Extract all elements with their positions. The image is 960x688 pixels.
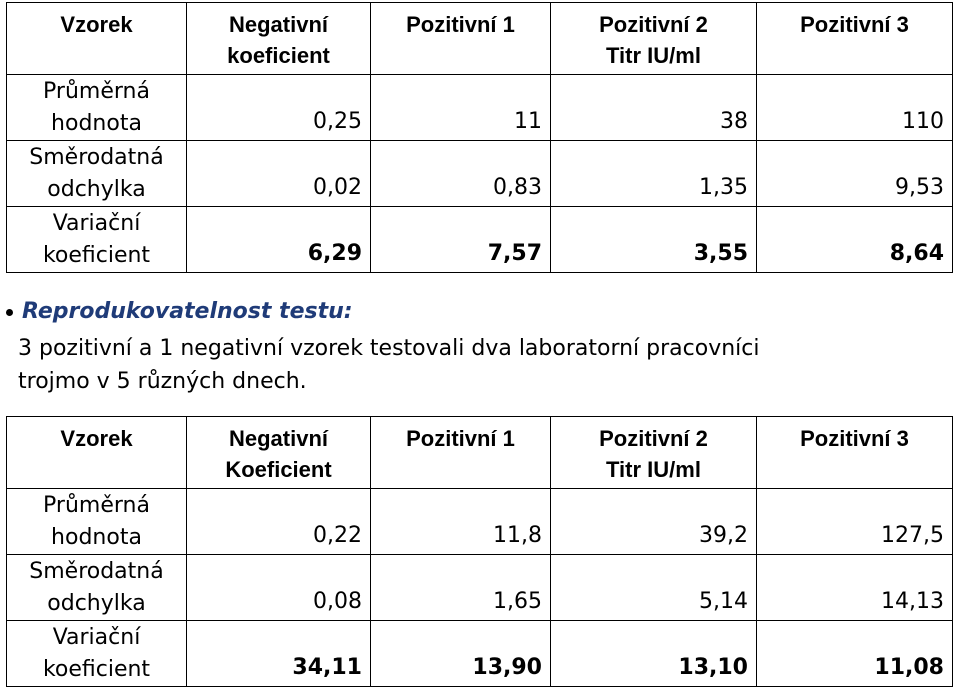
row-label-line: Průměrná bbox=[43, 79, 150, 104]
table-cell: 14,13 bbox=[757, 555, 953, 621]
header-text: Pozitivní 1 bbox=[406, 12, 515, 37]
table-row bbox=[7, 141, 953, 207]
table-cell: 7,57 bbox=[371, 207, 551, 273]
header-text: Pozitivní 3 bbox=[800, 12, 909, 37]
table-cell: 110 bbox=[757, 75, 953, 141]
header-text: Pozitivní 2 bbox=[599, 426, 708, 451]
precision-table bbox=[6, 2, 953, 273]
row-label bbox=[7, 75, 187, 141]
table-cell: 34,11 bbox=[187, 621, 371, 687]
section-paragraph bbox=[18, 332, 953, 398]
row-label-line: koeficient bbox=[42, 657, 151, 682]
column-header-sample bbox=[7, 417, 187, 489]
paragraph-line: 3 pozitivní a 1 negativní vzorek testovali dva laboratorní pracovníci bbox=[18, 336, 760, 361]
header-text: Negativní bbox=[228, 426, 329, 451]
column-header-positive-1 bbox=[371, 417, 551, 489]
table-row bbox=[7, 75, 953, 141]
column-header-positive-2 bbox=[551, 417, 757, 489]
header-text: Pozitivní 3 bbox=[800, 426, 909, 451]
table-cell: 39,2 bbox=[551, 489, 757, 555]
row-label-line: Variační bbox=[52, 625, 141, 650]
table-cell: 0,22 bbox=[187, 489, 371, 555]
column-header-negative bbox=[187, 417, 371, 489]
table-cell: 0,83 bbox=[371, 141, 551, 207]
table-row bbox=[7, 555, 953, 621]
row-label bbox=[7, 141, 187, 207]
column-header-positive-1 bbox=[371, 3, 551, 75]
table-cell: 127,5 bbox=[757, 489, 953, 555]
column-header-positive-3 bbox=[757, 3, 953, 75]
header-text: Koeficient bbox=[225, 457, 332, 482]
table-row bbox=[7, 621, 953, 687]
row-label bbox=[7, 207, 187, 273]
table-cell: 11 bbox=[371, 75, 551, 141]
row-label-line: Směrodatná bbox=[29, 145, 164, 170]
table-cell: 13,90 bbox=[371, 621, 551, 687]
table-header-row bbox=[7, 417, 953, 489]
table-cell: 6,29 bbox=[187, 207, 371, 273]
column-header-negative bbox=[187, 3, 371, 75]
row-label-line: Průměrná bbox=[43, 493, 150, 518]
column-header-positive-2 bbox=[551, 3, 757, 75]
header-text: Pozitivní 1 bbox=[406, 426, 515, 451]
table-cell: 8,64 bbox=[757, 207, 953, 273]
table-row bbox=[7, 489, 953, 555]
table-cell: 1,35 bbox=[551, 141, 757, 207]
table-cell: 5,14 bbox=[551, 555, 757, 621]
reproducibility-table bbox=[6, 416, 953, 687]
row-label bbox=[7, 555, 187, 621]
header-text: Vzorek bbox=[60, 12, 133, 37]
table-cell: 3,55 bbox=[551, 207, 757, 273]
row-label-line: Variační bbox=[52, 211, 141, 236]
header-text: Pozitivní 2 bbox=[599, 12, 708, 37]
row-label bbox=[7, 621, 187, 687]
row-label bbox=[7, 489, 187, 555]
section-heading bbox=[22, 297, 353, 327]
table-cell: 13,10 bbox=[551, 621, 757, 687]
table-row bbox=[7, 207, 953, 273]
column-header-positive-3 bbox=[757, 417, 953, 489]
table-cell: 11,08 bbox=[757, 621, 953, 687]
section-heading-text: Reprodukovatelnost testu: bbox=[22, 299, 353, 324]
table-cell: 9,53 bbox=[757, 141, 953, 207]
row-label-line: odchylka bbox=[47, 177, 146, 202]
bullet-icon bbox=[6, 309, 13, 316]
row-label-line: hodnota bbox=[51, 111, 142, 136]
header-text: Titr IU/ml bbox=[606, 43, 701, 68]
row-label-line: hodnota bbox=[51, 525, 142, 550]
table-cell: 1,65 bbox=[371, 555, 551, 621]
header-text: Negativní bbox=[228, 12, 329, 37]
table-header-row bbox=[7, 3, 953, 75]
table-cell: 11,8 bbox=[371, 489, 551, 555]
row-label-line: Směrodatná bbox=[29, 559, 164, 584]
table-cell: 0,02 bbox=[187, 141, 371, 207]
header-text: koeficient bbox=[227, 43, 330, 68]
paragraph-line: trojmo v 5 různých dnech. bbox=[18, 369, 307, 394]
column-header-sample bbox=[7, 3, 187, 75]
row-label-line: odchylka bbox=[47, 591, 146, 616]
table-cell: 38 bbox=[551, 75, 757, 141]
table-cell: 0,25 bbox=[187, 75, 371, 141]
header-text: Vzorek bbox=[60, 426, 133, 451]
header-text: Titr IU/ml bbox=[606, 457, 701, 482]
row-label-line: koeficient bbox=[42, 243, 151, 268]
table-cell: 0,08 bbox=[187, 555, 371, 621]
